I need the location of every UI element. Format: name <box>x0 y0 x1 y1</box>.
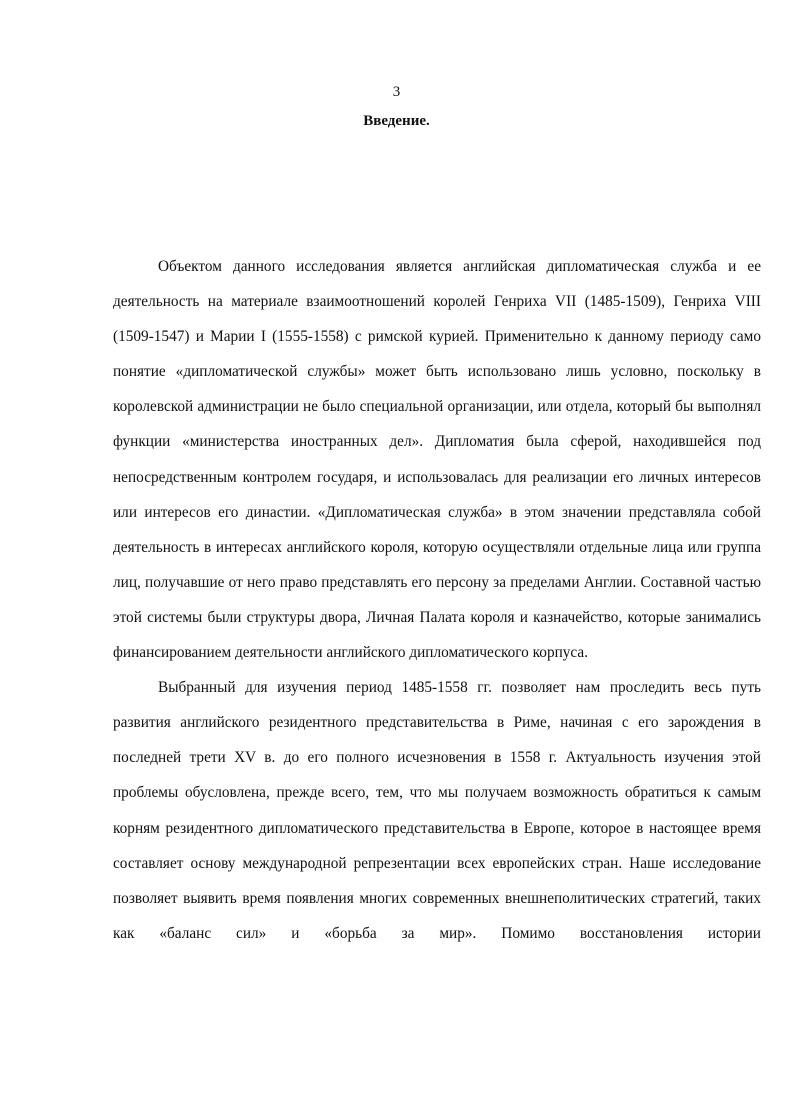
page-title: Введение. <box>363 113 430 129</box>
paragraph-period-relevance: Выбранный для изучения период 1485-1558 гг. позволяет нам проследить весь путь развития английского резидентного представительства в Риме, начиная с его зарождения в последней трети XV в. до его полного исчезновения в 1558 г. Актуальность изучения этой проблемы обусловлена, прежде всего, тем, что мы получаем возможность обратиться к самым корням резидентного дипломатического представительства в Европе, которое в настоящее время составляет основу международной репрезентации всех европейских стран. Наше исследование позволяет выявить время появления многих современных внешнеполитических стратегий, таких как «баланс сил» и «борьба за мир». Помимо восстановления истории <box>113 679 761 942</box>
body-text <box>113 249 761 951</box>
page-number: 3 <box>392 84 401 100</box>
paragraph-object-of-study: Объектом данного исследования является английская дипломатическая служба и ее деятельность на материале взаимоотношений королей Генриха VII (1485-1509), Генриха VIII (1509-1547) и Марии I (1555-1558) с римской курией. Применительно к данному периоду само понятие «дипломатической службы» может быть использовано лишь условно, поскольку в королевской администрации не было специальной организации, или отдела, который бы выполнял функции «министерства иностранных дел». Дипломатия была сферой, находившейся под непосредственным контролем государя, и использовалась для реализации его личных интересов или интересов его династии. «Дипломатическая служба» в этом значении представляла собой деятельность в интересах английского короля, которую осуществляли отдельные лица или группа лиц, получавшие от него право представлять его персону за пределами Англии. Составной частью этой системы были структуры двора, Личная Палата короля и казначейство, которые занимались финансированием деятельности английского дипломатического корпуса. <box>113 258 761 662</box>
